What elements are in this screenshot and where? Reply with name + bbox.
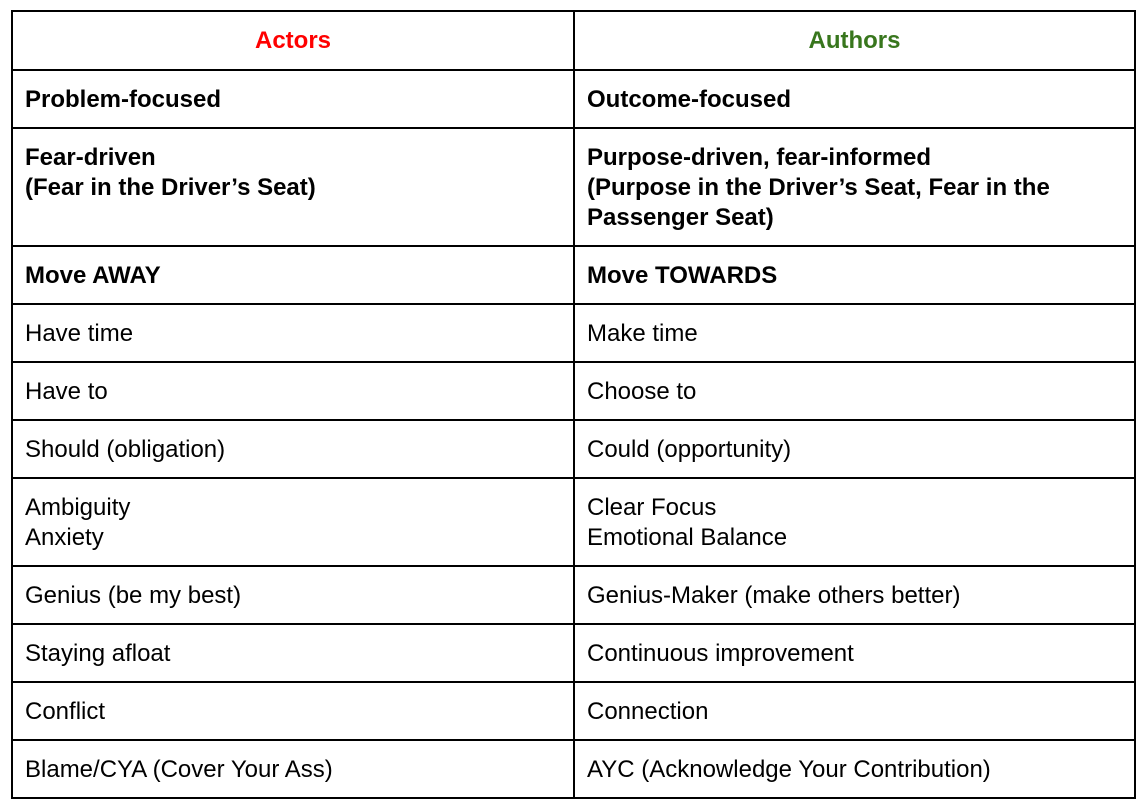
actors-cell-line: Blame/CYA (Cover Your Ass) [25,756,333,783]
actors-cell [12,128,574,246]
authors-cell-line: Move TOWARDS [587,262,778,289]
authors-cell [574,566,1135,624]
actors-cell [12,420,574,478]
table-row [12,304,1135,362]
authors-cell-line: Purpose-driven, fear-informed [587,144,932,171]
authors-cell [574,304,1135,362]
authors-cell [574,478,1135,566]
authors-cell-line: Could (opportunity) [587,436,792,463]
actors-cell [12,740,574,798]
authors-cell [574,624,1135,682]
actors-cell-line: Conflict [25,698,106,725]
actors-cell-line: Problem-focused [25,86,222,113]
authors-cell [574,70,1135,128]
authors-cell [574,128,1135,246]
table-row [12,420,1135,478]
authors-cell-line: AYC (Acknowledge Your Contribution) [587,756,991,783]
authors-cell-line: Clear Focus [587,494,717,521]
authors-cell-line: Outcome-focused [587,86,792,113]
table-body [12,70,1135,798]
authors-cell-line: Continuous improvement [587,640,854,667]
table-row [12,128,1135,246]
actors-cell-line: Move AWAY [25,262,161,289]
authors-cell-line: Choose to [587,378,697,405]
actors-cell [12,304,574,362]
actors-cell-line: Genius (be my best) [25,582,242,609]
authors-column-header: Authors [574,11,1135,70]
actors-authors-table [11,10,1136,799]
authors-cell-line: Genius-Maker (make others better) [587,582,961,609]
actors-cell [12,566,574,624]
table-row [12,478,1135,566]
actors-cell-line: Ambiguity [25,494,131,521]
table-row [12,740,1135,798]
authors-cell-line: Passenger Seat) [587,204,774,231]
actors-cell-line: Have time [25,320,134,347]
actors-cell [12,624,574,682]
actors-column-header: Actors [12,11,574,70]
actors-cell [12,362,574,420]
actors-cell [12,478,574,566]
actors-cell-line: (Fear in the Driver’s Seat) [25,174,316,201]
authors-cell [574,246,1135,304]
actors-cell [12,682,574,740]
actors-cell-line: Anxiety [25,524,104,551]
actors-cell [12,70,574,128]
table-row [12,362,1135,420]
table-header-row [12,11,1135,70]
authors-cell [574,740,1135,798]
authors-cell [574,420,1135,478]
authors-cell-line: Connection [587,698,709,725]
actors-cell-line: Should (obligation) [25,436,226,463]
actors-cell-line: Staying afloat [25,640,171,667]
actors-cell [12,246,574,304]
authors-cell [574,682,1135,740]
authors-cell-line: Make time [587,320,698,347]
table-row [12,70,1135,128]
authors-cell-line: (Purpose in the Driver’s Seat, Fear in the [587,174,1050,201]
authors-cell-line: Emotional Balance [587,524,788,551]
table-row [12,624,1135,682]
comparison-table-container [11,10,1136,799]
table-row [12,246,1135,304]
authors-cell [574,362,1135,420]
table-row [12,682,1135,740]
table-row [12,566,1135,624]
actors-cell-line: Have to [25,378,108,405]
actors-cell-line: Fear-driven [25,144,156,171]
